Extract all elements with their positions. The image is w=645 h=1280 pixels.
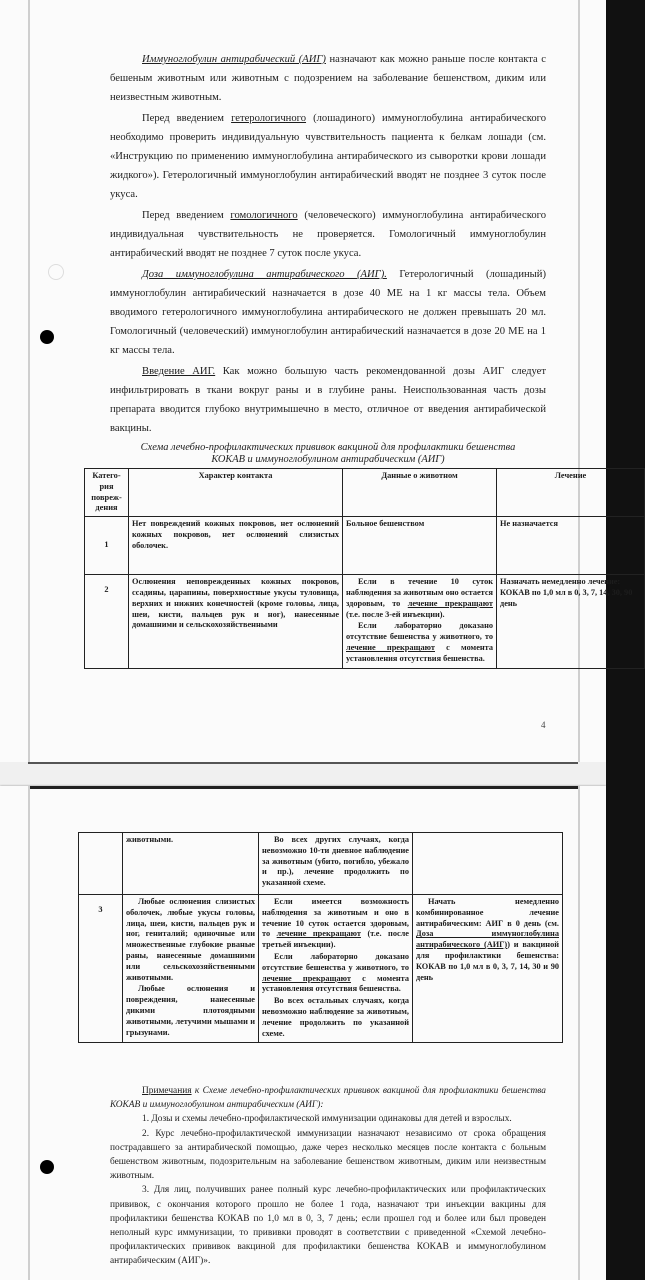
animal-cell: Больное бешенством [343,517,497,575]
header-animal: Данные о животном [343,469,497,517]
animal-condition-other: Во всех остальных случаях, когда невозможно наблюдение за животным, лечение продолжить по указанной схеме. [262,996,409,1038]
paragraph-administration: Введение АИГ. Как можно большую часть рекомендованной дозы АИГ следует инфильтрировать в ткани вокруг раны и в глубине раны. Неиспользованная часть дозы препарата вводится глубоко внутримышечно в место, отличное от введения антирабической вакцины. [110,366,547,434]
document-page-2 [0,786,606,1280]
page-number: 4 [541,720,546,730]
animal-condition-lab: Если лабораторно доказано отсутствие бешенства у животного, то лечение прекращают с момента установления отсутствия бешенства. [262,951,410,994]
header-category: Катего-рия повреж-дения [85,469,129,517]
contact-wild: Любые ослюнения и повреждения, нанесенные дикими плотоядными животными, летучими мышами и грызунами. [126,984,255,1037]
paragraph-dose: Доза иммуноглобулина антирабического (АИГ). Гетерологичный (лошадиный) иммуноглобулин антирабический назначается в дозе 40 МЕ на 1 кг массы тела. Объем вводимого гетерологичного иммуноглобулина антирабического не должен превышать 20 мл. Гомологичный (человеческий) иммуноглобулин антирабический назначается в дозе 20 МЕ на 1 кг массы тела. [110,269,546,356]
category-cell [79,833,123,895]
notes-section [110,1084,546,1269]
table-row [85,517,645,575]
punch-hole [40,330,54,344]
treatment-combined: Начать немедленно комбинированное лечение антирабическим: АИГ в 0 день (см. Доза иммуноглобулина антирабического (АИГ)) и вакциной для профилактики бешенства: КОКАВ по 1,0 мл в 0, 3, 7, 14, 30 и 90 день [416,897,560,982]
note-item: 2. Курс лечебно-профилактической иммунизации назначают независимо от срока обращения пострадавшего за антирабической помощью, даже через несколько месяцев после контакта с больным бешенством животным, подозрительным на заболевание бешенством животным, диким или неизвестным животным. [110,1128,546,1182]
page-top-edge [28,786,578,789]
contact-cell: Нет повреждений кожных покровов, нет ослюнений кожных покровов, нет ослюнений слизистых оболочек. [129,517,343,575]
category-cell: 2 [85,575,129,668]
table-row [79,895,563,1043]
punch-hole-mark [48,264,64,280]
paragraph-aig: Иммуноглобулин антирабический (АИГ) назначают как можно раньше после контакта с бешеным животным или животным с подозрением на заболевание бешенством, диким или неизвестным животным. [110,54,546,103]
category-cell: 3 [79,895,123,1043]
note-item: 1. Дозы и схемы лечебно-профилактической иммунизации одинаковы для детей и взрослых. [142,1114,512,1125]
contact-cell: животными. [123,833,259,895]
paragraph-heterologous: Перед введением гетерологичного (лошадиного) иммуноглобулина антирабического необходимо проверить индивидуальную чувствительность пациента к белкам лошади (см. «Инструкцию по применению иммуноглобулина антирабического из сыворотки крови лошади жидкого»). Гетерологичный иммуноглобулин антирабический вводят не позднее 3 суток после укуса. [110,113,546,200]
table-row [85,575,645,668]
body-text [110,50,546,438]
vaccination-scheme-table [84,468,645,669]
animal-condition-observation: Если в течение 10 суток наблюдения за животным оно остается здоровым, то лечение прекращают (т.е. после 3-ей инъекции). [346,577,493,619]
treatment-cell: Назначать немедленно лечение: КОКАВ по 1,0 мл в 0, 3, 7, 14, 30, 90 день [497,575,645,668]
animal-cell [259,833,413,895]
treatment-cell [413,895,563,1043]
table-row [79,833,563,895]
note-item: 3. Для лиц, получивших ранее полный курс лечебно-профилактических или профилактических прививок, с окончания которого прошло не более 1 года, назначают три инъекции вакцины для профилактики бешенства КОКАВ по 1,0 мл в 0, 3, 7 день; если прошел год и более или был проведен неполный курс иммунизации, то прививки проводят в соответствии с приведенной «Схемой лечебно-профилактических прививок вакциной для профилактики бешенства КОКАВ и иммуноглобулином антирабическим (АИГ)». [110,1185,546,1267]
animal-condition-lab: Если лабораторно доказано отсутствие бешенства у животного, то лечение прекращают с момента установления отсутствия бешенства. [346,621,494,663]
animal-cell [259,895,413,1043]
animal-cell [343,575,497,668]
animal-condition-observation: Если имеется возможность наблюдения за животным и оно в течение 10 суток остается здоровым, то лечение прекращают (т.е. после третьей инъекции). [262,897,409,950]
paragraph-homologous: Перед введением гомологичного (человеческого) иммуноглобулина антирабического индивидуальная чувствительность не проверяется. Гомологичный иммуноглобулин антирабический вводят не позднее 7 суток после укуса. [110,210,546,259]
caption-line-1: Схема лечебно-профилактических прививок вакциной для профилактики бешенства [140,442,516,453]
vaccination-scheme-table-continued [78,832,563,1043]
page-gap [0,762,606,786]
page-left-edge [28,786,30,1280]
contact-cell: Ослюнения неповрежденных кожных покровов, ссадины, царапины, поверхностные укусы туловища, верхних и нижних конечностей (кроме головы, лица, шеи, кисти, пальцев рук и ног), нанесенные домашними и сельскохозяйственными [129,575,343,668]
page-right-edge [578,786,580,1280]
header-contact: Характер контакта [129,469,343,517]
contact-domestic: Любые ослюнения слизистых оболочек, любые укусы головы, лица, шеи, кисти, пальцев рук и ног, гениталий; одиночные или множественные глубокие рваные раны, нанесенные домашними или сельскохозяйственными животными. [126,897,255,982]
notes-heading: Примечания к Схеме лечебно-профилактических прививок вакциной для профилактики бешенства КОКАВ и иммуноглобулином антирабическим (АИГ): [110,1086,546,1111]
punch-hole [40,1160,54,1174]
category-cell: 1 [85,517,129,575]
caption-line-2: КОКАВ и иммуноглобулином антирабическим (АИГ) [211,454,445,465]
treatment-cell [413,833,563,895]
contact-cell [123,895,259,1043]
table-header-row [85,469,645,517]
header-treatment: Лечение [497,469,645,517]
treatment-cell: Не назначается [497,517,645,575]
page-left-edge [28,0,30,762]
table-caption [100,442,556,466]
animal-condition-other: Во всех других случаях, когда невозможно 10-ти дневное наблюдение за животным (убито, погибло, убежало и пр.), лечение продолжить по указанной схеме. [262,835,409,888]
